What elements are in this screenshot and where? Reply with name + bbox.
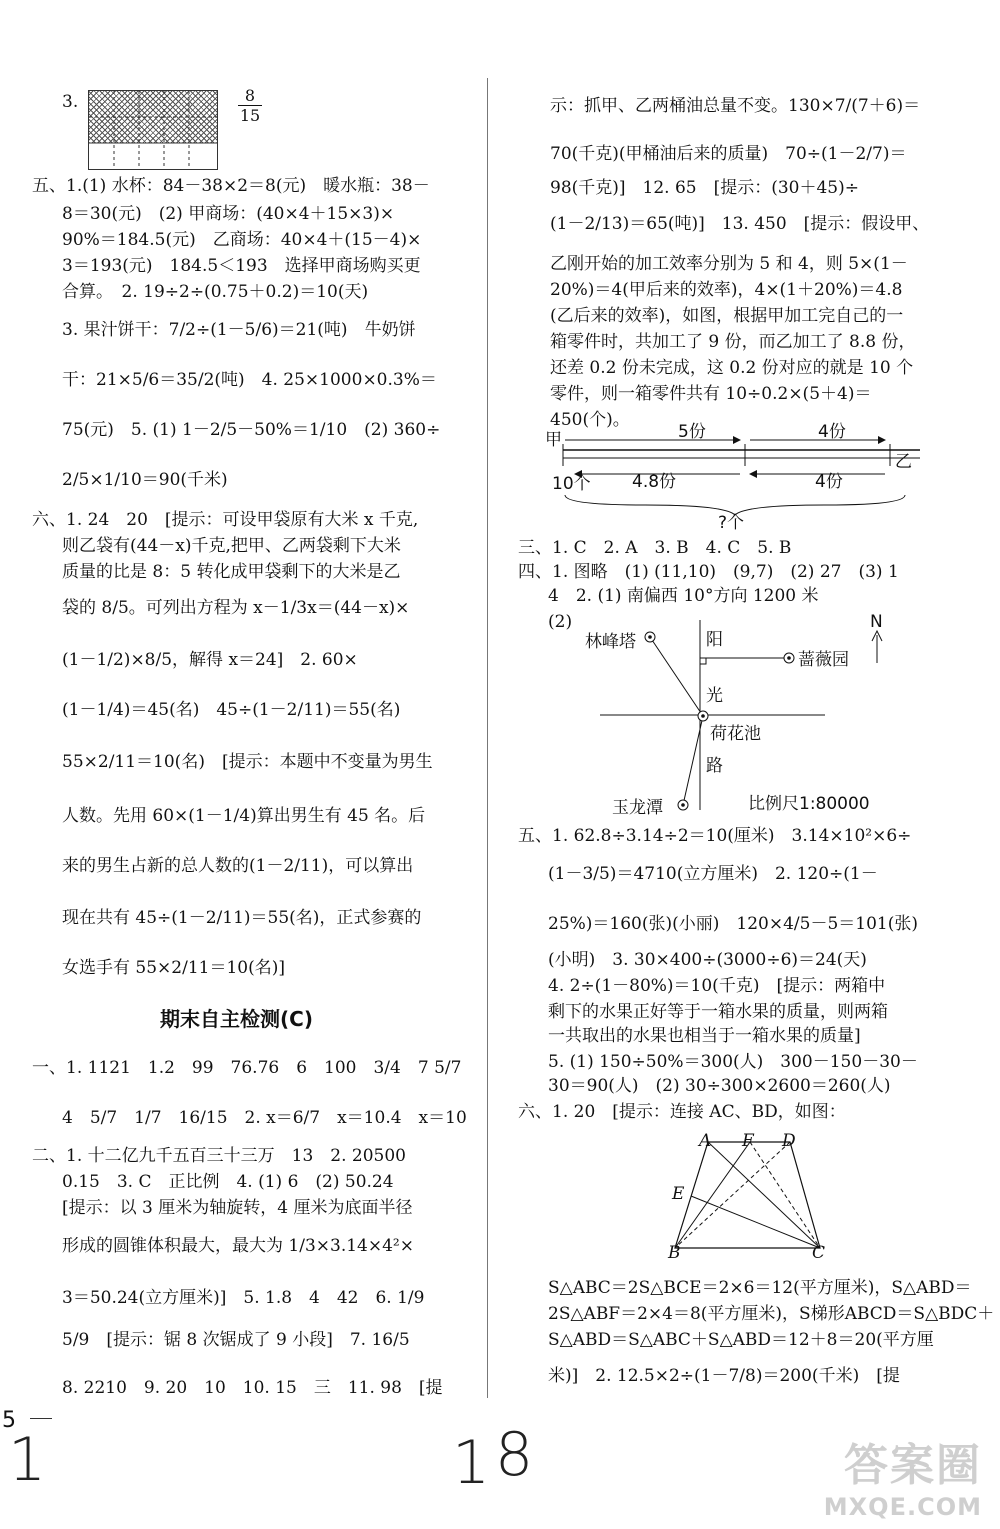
- left-line-25: [提示：以 3 厘米为轴旋转，4 厘米为底面半径: [62, 1198, 413, 1218]
- right-line-2: 98(千克)] 12. 65 [提示：(30＋45)÷: [550, 178, 860, 198]
- left-line-0: 3.: [62, 92, 79, 112]
- seg-bottom-right: 4份: [815, 472, 843, 492]
- seg-yi-label: 乙: [895, 452, 912, 472]
- seg-jia-label: 甲: [545, 430, 562, 450]
- seg-bottom-left-b: 4.8份: [632, 472, 677, 492]
- left-line-13: 袋的 8/5。可列出方程为 x－1/3x＝(44－x)×: [62, 598, 410, 618]
- section-heading: 期末自主检测(C): [160, 1007, 313, 1031]
- right-line-3: (1－2/13)＝65(吨)] 13. 450 [提示：假设甲、: [550, 214, 930, 234]
- trap-label-a: A: [699, 1131, 712, 1151]
- left-line-17: 人数。先用 60×(1－1/4)算出男生有 45 名。后: [62, 806, 426, 826]
- left-line-2: 8＝30(元) (2) 甲商场：(40×4＋15×3)×: [62, 204, 395, 224]
- page-number: 5: [2, 1408, 16, 1433]
- map-linfengta: 林峰塔: [585, 632, 636, 652]
- handwritten-digit-right: 8: [495, 1420, 534, 1490]
- right-line-15: 五、1. 62.8÷3.14÷2＝10(厘米) 3.14×10²×6÷: [518, 826, 912, 846]
- map-lu: 路: [706, 756, 723, 776]
- left-line-10: 六、1. 24 20 [提示：可设甲袋原有大米 x 千克,: [32, 510, 419, 530]
- page-number-dash: [30, 1418, 52, 1419]
- left-line-21: 一、1. 1121 1.2 99 76.76 6 100 3/4 7 5/7: [32, 1058, 462, 1078]
- right-line-27: S△ABD＝S△ABC＋S△ABD＝12＋8＝20(平方厘: [548, 1330, 934, 1350]
- map-yang: 阳: [706, 630, 723, 650]
- right-line-23: 30＝90(人) (2) 30÷300×2600＝260(人): [548, 1076, 891, 1096]
- left-line-15: (1－1/4)＝45(名) 45÷(1－2/11)＝55(名): [62, 700, 401, 720]
- right-line-14: (2): [548, 612, 573, 632]
- map-north-label: N: [870, 612, 883, 632]
- left-line-6: 3. 果汁饼干：7/2÷(1－5/6)＝21(吨) 牛奶饼: [62, 320, 416, 340]
- right-line-25: S△ABC＝2S△BCE＝2×6＝12(平方厘米)，S△ABD＝: [548, 1278, 972, 1298]
- left-line-29: 8. 2210 9. 20 10 10. 15 三 11. 98 [提: [62, 1378, 443, 1398]
- right-line-13: 4 2. (1) 南偏西 10°方向 1200 米: [548, 586, 819, 606]
- left-line-23: 二、1. 十二亿九千五百三十三万 13 2. 20500: [32, 1146, 406, 1166]
- fraction-denominator: 15: [239, 106, 261, 125]
- left-line-19: 现在共有 45÷(1－2/11)＝55(名)，正式参赛的: [62, 908, 422, 928]
- grid-lines: [89, 91, 217, 169]
- fraction-numerator: 8: [244, 86, 256, 105]
- trap-label-e: E: [672, 1184, 685, 1204]
- right-line-20: 剩下的水果正好等于一箱水果的质量，则两箱: [548, 1002, 888, 1022]
- left-line-24: 0.15 3. C 正比例 4. (1) 6 (2) 50.24: [62, 1172, 394, 1192]
- trap-label-c: C: [812, 1243, 826, 1263]
- left-line-8: 75(元) 5. (1) 1－2/5－50%＝1/10 (2) 360÷: [62, 420, 441, 440]
- right-line-18: (小明) 3. 30×400÷(3000÷6)＝24(天): [548, 950, 867, 970]
- right-line-7: 箱零件时，共加工了 9 份，而乙加工了 8.8 份，: [550, 332, 916, 352]
- seg-top-right-label: 4份: [818, 422, 846, 442]
- seg-top-left-label: 5份: [678, 422, 706, 442]
- column-divider: [487, 78, 488, 1398]
- left-line-28: 5/9 [提示：锯 8 次锯成了 9 小段] 7. 16/5: [62, 1330, 410, 1350]
- right-line-21: 一共取出的水果也相当于一箱水果的质量]: [548, 1026, 861, 1046]
- right-line-6: (乙后来的效率)，如图，根据甲加工完自己的一: [550, 306, 904, 326]
- handwritten-digit-left: 1: [8, 1425, 47, 1495]
- right-line-9: 零件，则一箱零件共有 10÷0.2×(5＋4)＝: [550, 384, 872, 404]
- handwritten-digit-mid: 1: [452, 1428, 491, 1498]
- right-line-16: (1－3/5)＝4710(立方厘米) 2. 120÷(1－: [548, 864, 878, 884]
- trap-label-d: D: [782, 1131, 796, 1151]
- seg-bottom-left-a: 10个: [552, 474, 591, 494]
- right-line-12: 四、1. 图略 (1) (11,10) (9,7) (2) 27 (3) 1: [518, 562, 899, 582]
- right-line-22: 5. (1) 150÷50%＝300(人) 300－150－30－: [548, 1052, 918, 1072]
- segment-diagram: [545, 420, 945, 535]
- left-line-11: 则乙袋有(44－x)千克,把甲、乙两袋剩下大米: [62, 536, 401, 556]
- watermark-line1: 答案圈: [844, 1440, 982, 1491]
- left-line-26: 形成的圆锥体积最大，最大为 1/3×3.14×4²×: [62, 1236, 414, 1256]
- right-line-11: 三、1. C 2. A 3. B 4. C 5. B: [518, 538, 792, 558]
- left-line-4: 3＝193(元) 184.5＜193 选择甲商场购买更: [62, 256, 421, 276]
- left-line-18: 来的男生占新的总人数的(1－2/11)，可以算出: [62, 856, 414, 876]
- right-line-28: 米)] 2. 12.5×2÷(1－7/8)＝200(千米) [提: [548, 1366, 900, 1386]
- trap-label-b: B: [668, 1243, 681, 1263]
- trap-label-f: F: [742, 1131, 754, 1151]
- right-line-4: 乙刚开始的加工效率分别为 5 和 4，则 5×(1－: [550, 254, 908, 274]
- map-yulongtan: 玉龙潭: [612, 798, 663, 818]
- left-line-3: 90%＝184.5(元) 乙商场：40×4＋(15－4)×: [62, 230, 422, 250]
- left-line-12: 质量的比是 8：5 转化成甲袋剩下的大米是乙: [62, 562, 401, 582]
- right-line-24: 六、1. 20 [提示：连接 AC、BD，如图：: [518, 1102, 846, 1122]
- fraction-8-15: [238, 86, 262, 125]
- site-watermark: [824, 1429, 982, 1521]
- shaded-grid-figure: [88, 90, 218, 170]
- right-line-26: 2S△ABF＝2×4＝8(平方厘米)，S梯形ABCD＝S△BDC＋: [548, 1304, 995, 1324]
- left-line-14: (1－1/2)×8/5，解得 x＝24] 2. 60×: [62, 650, 358, 670]
- right-line-19: 4. 2÷(1－80%)＝10(千克) [提示：两箱中: [548, 976, 886, 996]
- map-scale: 比例尺1:80000: [748, 794, 870, 814]
- left-line-16: 55×2/11＝10(名) [提示：本题中不变量为男生: [62, 752, 433, 772]
- left-line-27: 3＝50.24(立方厘米)] 5. 1.8 4 42 6. 1/9: [62, 1288, 425, 1308]
- map-guang: 光: [706, 686, 723, 706]
- map-hehuachi: 荷花池: [710, 724, 761, 744]
- right-line-8: 还差 0.2 份未完成，这 0.2 份对应的就是 10 个: [550, 358, 914, 378]
- left-line-20: 女选手有 55×2/11＝10(名)]: [62, 958, 285, 978]
- map-qiangweiyuan: 蔷薇园: [798, 650, 849, 670]
- watermark-line2: MXQE.COM: [823, 1493, 982, 1521]
- right-line-17: 25%)＝160(张)(小丽) 120×4/5－5＝101(张): [548, 914, 918, 934]
- left-line-5: 合算。 2. 19÷2÷(0.75＋0.2)＝10(天): [62, 282, 369, 302]
- left-line-1: 五、1.(1) 水杯：84－38×2＝8(元) 暖水瓶：38－: [32, 176, 430, 196]
- map-diagram: [595, 615, 885, 815]
- right-line-1: 70(千克)(甲桶油后来的质量) 70÷(1－2/7)＝: [550, 144, 907, 164]
- left-line-22: 4 5/7 1/7 16/15 2. x＝6/7 x＝10.4 x＝10: [62, 1108, 467, 1128]
- seg-total-label: ?个: [718, 513, 745, 533]
- right-line-5: 20%)＝4(甲后来的效率)，4×(1＋20%)＝4.8: [550, 280, 903, 300]
- left-line-9: 2/5×1/10＝90(千米): [62, 470, 228, 490]
- left-line-7: 干：21×5/6＝35/2(吨) 4. 25×1000×0.3%＝: [62, 370, 437, 390]
- right-line-0: 示：抓甲、乙两桶油总量不变。130×7/(7＋6)＝: [550, 96, 921, 116]
- right-line-10: 450(个)。: [550, 410, 630, 430]
